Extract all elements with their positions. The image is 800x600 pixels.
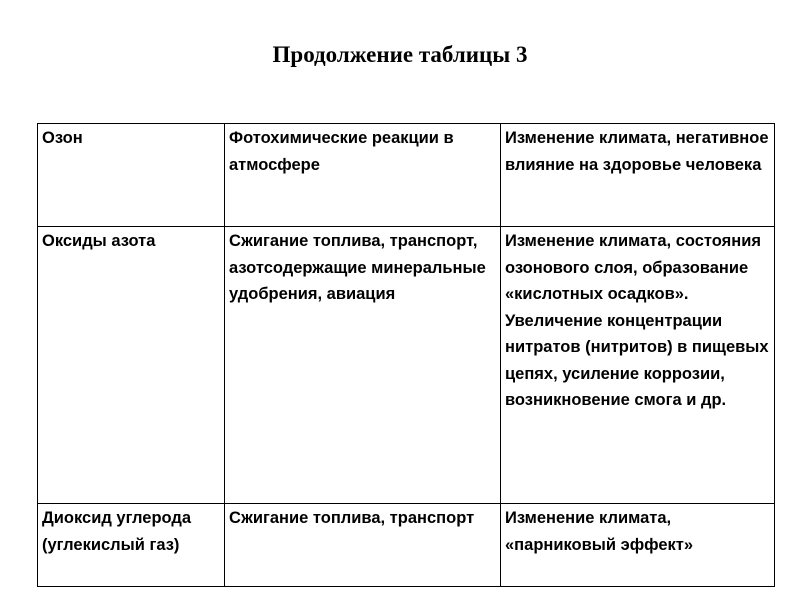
source-cell: Сжигание топлива, транспорт, азотсодержащие минеральные удобрения, авиация (225, 227, 501, 504)
substance-cell: Диоксид углерода (углекислый газ) (38, 504, 225, 587)
slide-title: Продолжение таблицы 3 (272, 42, 528, 67)
source-cell: Сжигание топлива, транспорт (225, 504, 501, 587)
source-cell: Фотохимические реакции в атмосфере (225, 124, 501, 227)
impact-cell: Изменение климата, негативное влияние на здоровье человека (501, 124, 775, 227)
impact-cell: Изменение климата, «парниковый эффект» (501, 504, 775, 587)
substance-cell: Озон (38, 124, 225, 227)
table-row (38, 504, 775, 587)
impact-cell: Изменение климата, состояния озонового слоя, образование «кислотных осадков». Увеличение концентрации нитратов (нитритов) в пищевых цепях, усиление коррозии, возникновение смога и др. (501, 227, 775, 504)
table-row (38, 124, 775, 227)
table-row (38, 227, 775, 504)
pollutants-table (37, 123, 775, 587)
substance-cell: Оксиды азота (38, 227, 225, 504)
